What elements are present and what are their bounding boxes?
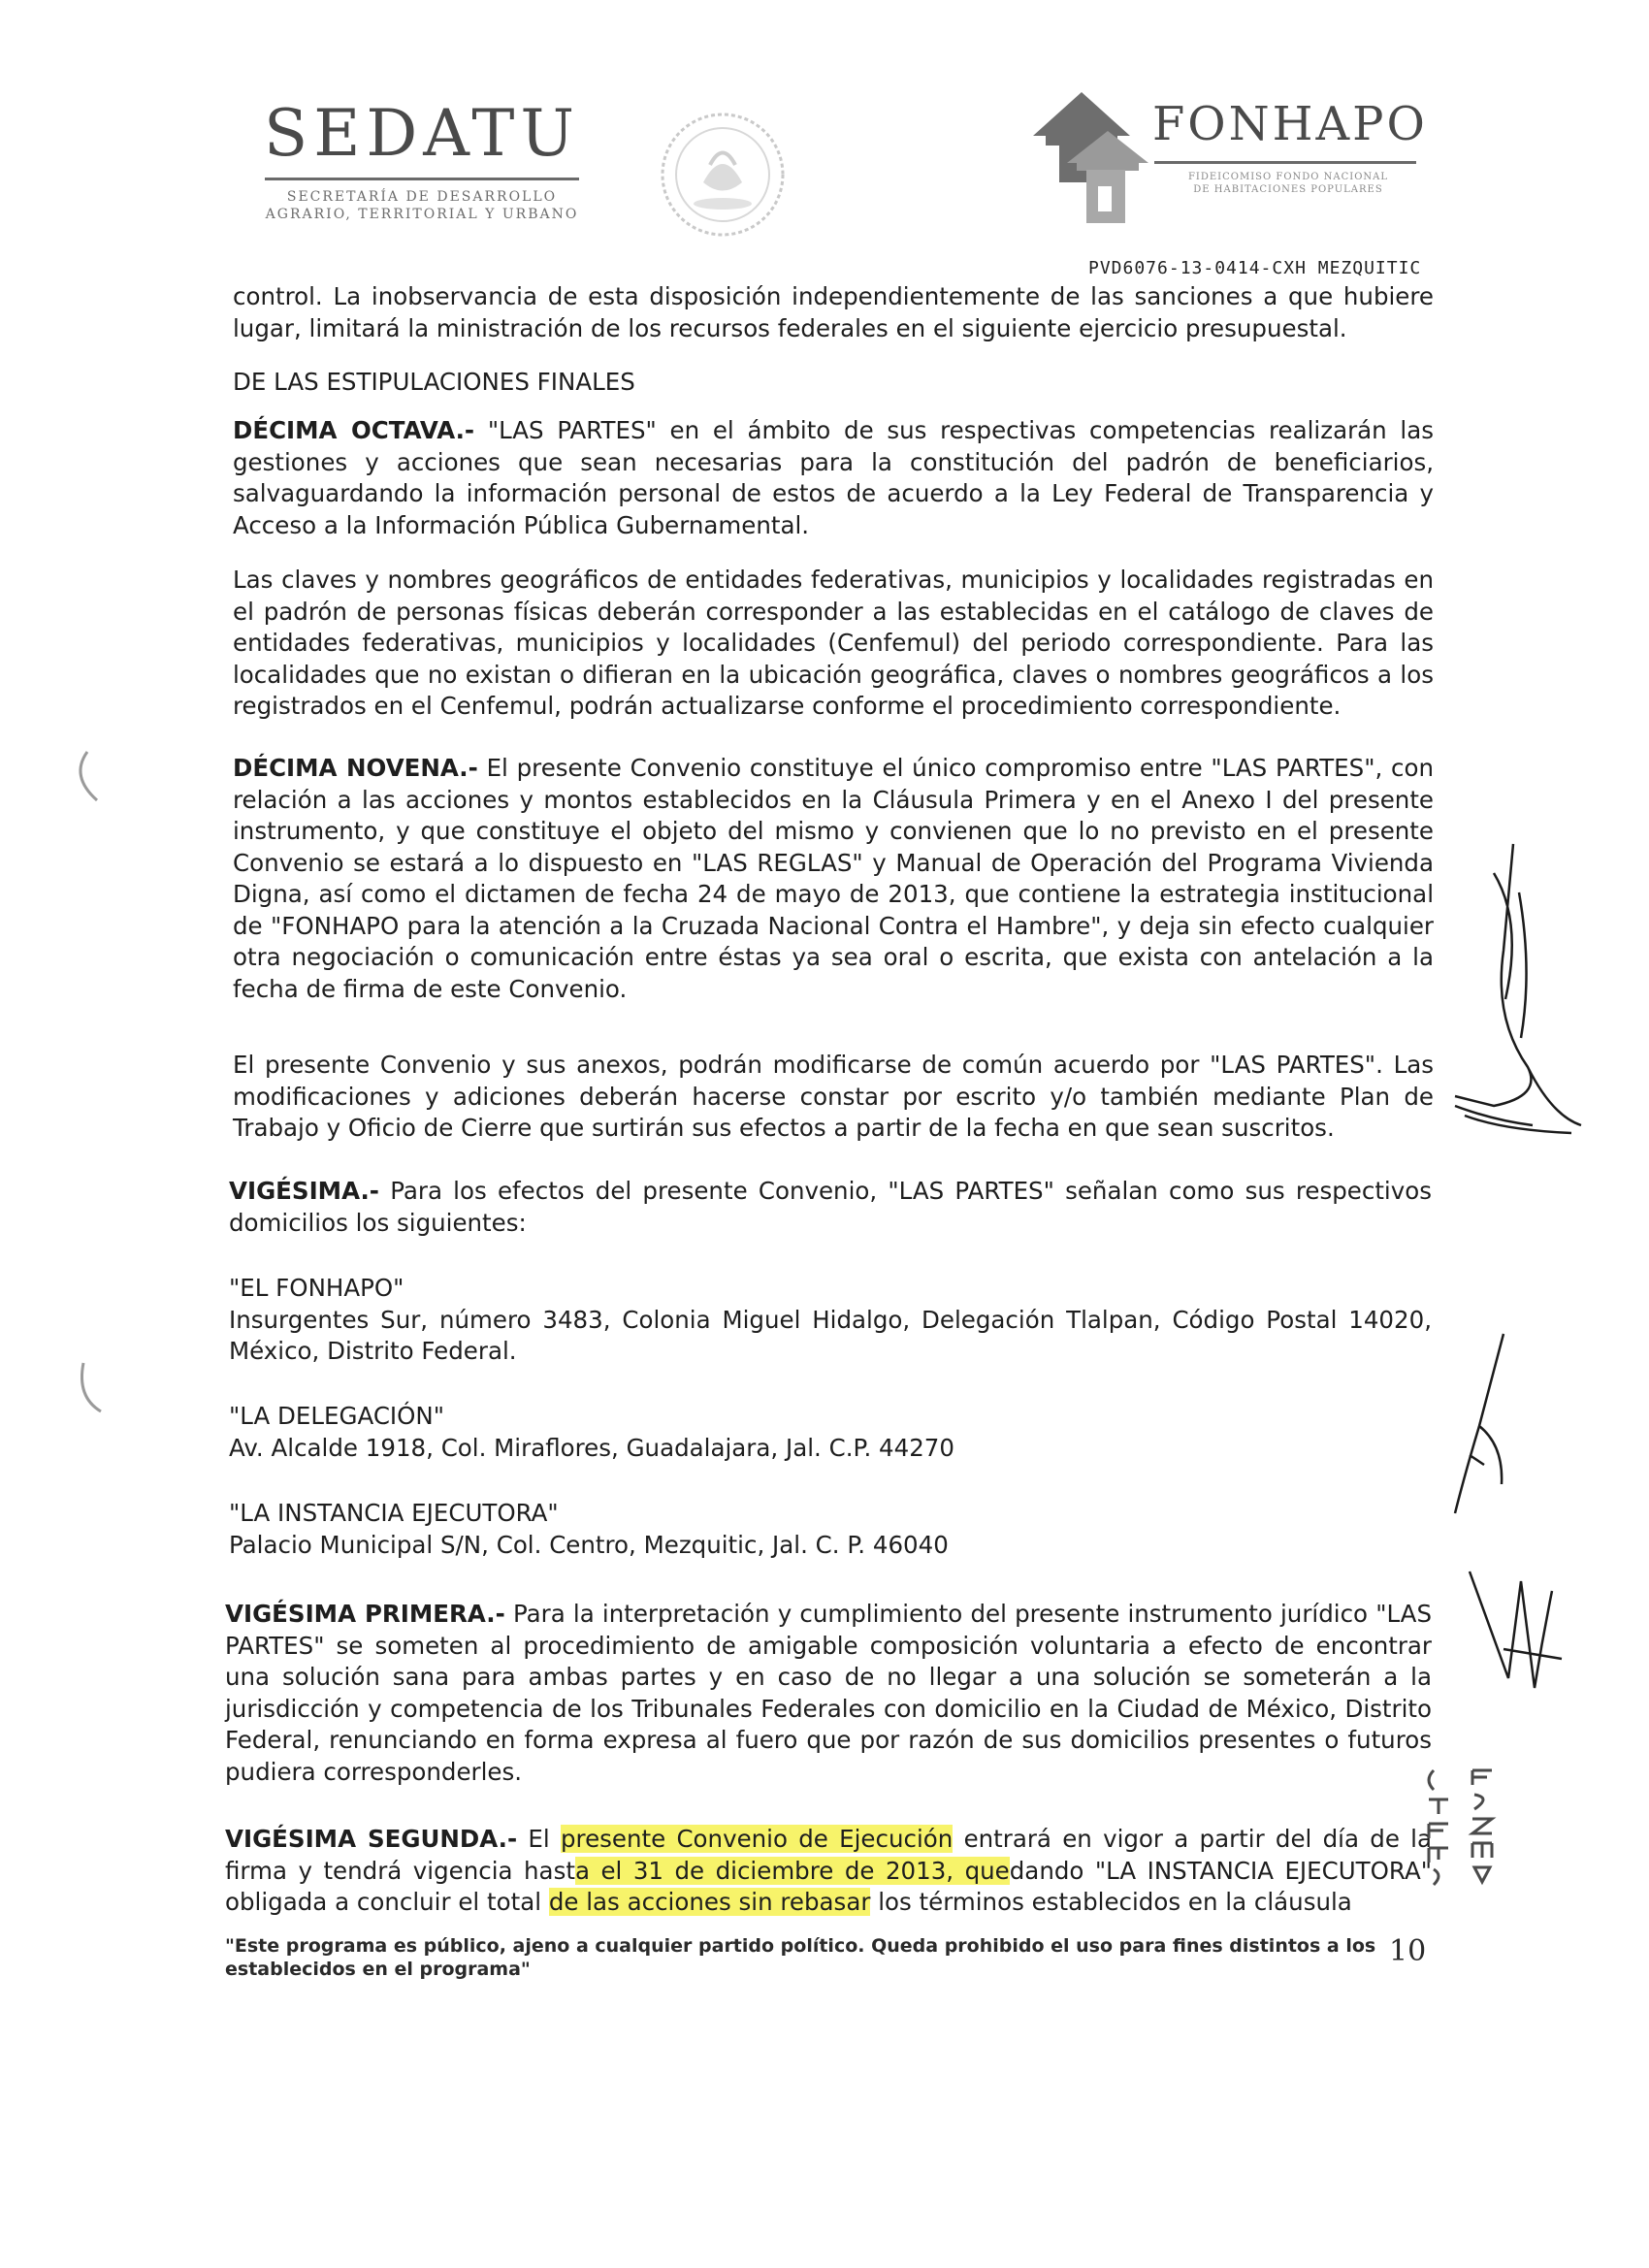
clause-text: Para la interpretación y cumplimiento del presente instrumento jurídico "LAS PARTES" se someten al procedimiento de amigable composición voluntaria a efecto de encontrar una solución sana para ambas partes y en caso de no llegar a una solución se someterán a la jurisdicción y competencia de los Tribunales Federales con domicilio en la Ciudad de México, Distrito Federal, renunciando en forma expresa al fuero que por razón de sus domicilios presentes o futuros pudiera corresponderles.	[225, 1600, 1432, 1786]
clause-text: "LAS PARTES" en el ámbito de sus respectivas competencias realizarán las gestiones y acciones que sean necesarias para la constitución del padrón de beneficiarios, salvaguardando la información personal de estos de acuerdo a la Ley Federal de Transparencia y Acceso a la Información Pública Gubernamental.	[233, 416, 1434, 539]
clause-title: VIGÉSIMA SEGUNDA.-	[225, 1825, 518, 1853]
clause-vigesima-primera	[225, 1599, 1432, 1788]
fonhapo-subtitle	[1152, 171, 1424, 196]
signature-icon	[1436, 834, 1600, 1183]
highlighted-text: a el 31 de diciembre de 2013, que	[574, 1856, 1010, 1885]
address-name: "EL FONHAPO"	[229, 1274, 404, 1302]
section-heading: DE LAS ESTIPULACIONES FINALES	[233, 368, 635, 396]
document-code: PVD6076-13-0414-CXH MEZQUITIC	[1088, 258, 1422, 278]
clause-vigesima	[229, 1176, 1432, 1239]
claves-paragraph: Las claves y nombres geográficos de entidades federativas, municipios y localidades registradas en el padrón de personas físicas deberán corresponder a las establecidas en el catálogo de claves de entidades federativas, municipios y localidades (Cenfemul) del periodo correspondiente. Para las localidades que no existan o difieran en la ubicación geográfica, claves o nombres geográficos a los registrados en el Cenfemul, podrán actualizarse conforme el procedimiento correspondiente.	[233, 566, 1434, 720]
clause-title: DÉCIMA OCTAVA.-	[233, 416, 475, 444]
margin-stamp-icon	[1414, 1761, 1531, 1906]
clause-title: DÉCIMA NOVENA.-	[233, 754, 478, 782]
address-block-delegacion	[229, 1401, 1432, 1464]
clause-text: El	[517, 1825, 561, 1853]
fonhapo-wordmark: FONHAPO	[1152, 97, 1428, 151]
address-text: Insurgentes Sur, número 3483, Colonia Miguel Hidalgo, Delegación Tlalpan, Código Postal 14020, México, Distrito Federal.	[229, 1305, 1432, 1365]
fonhapo-subtitle-2: DE HABITACIONES POPULARES	[1193, 184, 1383, 195]
sedatu-subtitle-1: SECRETARÍA DE DESARROLLO	[286, 189, 558, 205]
address-block-fonhapo	[229, 1273, 1432, 1368]
sedatu-logo	[238, 96, 606, 223]
clause-text: El presente Convenio constituye el único compromiso entre "LAS PARTES", con relación a las acciones y montos establecidos en la Cláusula Primera y en el Anexo I del presente instrumento, y que constituye el objeto del mismo y convienen que lo no previsto en el presente Convenio se estará a lo dispuesto en "LAS REGLAS" y Manual de Operación del Programa Vivienda Digna, así como el dictamen de fecha 24 de mayo de 2013, que contiene la estrategia institucional de "FONHAPO para la atención a la Cruzada Nacional Contra el Hambre", y deja sin efecto cualquier otra negociación o comunicación entre éstas ya sea oral o escrita, que exista con antelación a la fecha de firma de este Convenio.	[233, 754, 1435, 1003]
sedatu-subtitle-2: AGRARIO, TERRITORIAL Y URBANO	[265, 207, 579, 222]
clause-decima-octava	[233, 415, 1434, 541]
binder-mark-icon	[62, 1358, 111, 1416]
signature-icon	[1426, 1329, 1523, 1523]
clause-text: los términos establecidos en la cláusula	[870, 1888, 1352, 1916]
address-text: Palacio Municipal S/N, Col. Centro, Mezquitic, Jal. C. P. 46040	[229, 1530, 949, 1559]
clause-title: VIGÉSIMA.-	[229, 1177, 379, 1205]
clause-vigesima-segunda	[225, 1824, 1432, 1919]
signature-icon	[1455, 1552, 1571, 1698]
address-name: "LA INSTANCIA EJECUTORA"	[229, 1499, 559, 1527]
fonhapo-logo	[1028, 78, 1436, 223]
address-name: "LA DELEGACIÓN"	[229, 1402, 445, 1430]
address-text: Av. Alcalde 1918, Col. Miraflores, Guadalajara, Jal. C.P. 44270	[229, 1433, 954, 1462]
modificaciones-paragraph: El presente Convenio y sus anexos, podrán modificarse de común acuerdo por "LAS PARTES". Las modificaciones y adiciones deberán hacerse constar por escrito y/o también mediante Plan de Trabajo y Oficio de Cierre que surtirán sus efectos a partir de la fecha en que sean suscritos.	[233, 1051, 1434, 1142]
binder-mark-icon	[58, 747, 107, 805]
clause-text: dando "LA INSTANCIA EJECUTORA" obligada a concluir el total	[225, 1856, 1432, 1916]
national-seal-icon	[650, 107, 795, 243]
fonhapo-rule	[1154, 161, 1416, 164]
highlighted-text: presente Convenio de Ejecución	[560, 1825, 954, 1853]
clause-text: entrará en vigor a partir del día de la firma y tendrá vigencia hast	[225, 1825, 1432, 1885]
clause-title: VIGÉSIMA PRIMERA.-	[225, 1600, 505, 1628]
highlighted-text: de las acciones sin rebasar	[548, 1888, 871, 1916]
sedatu-rule	[265, 178, 579, 180]
footer-disclaimer: "Este programa es público, ajeno a cualquier partido político. Queda prohibido el uso para fines distintos a los establecidos en el programa"	[225, 1935, 1376, 1980]
intro-paragraph: control. La inobservancia de esta disposición independientemente de las sanciones a que hubiere lugar, limitará la ministración de los recursos federales en el siguiente ejercicio presupuestal.	[233, 282, 1434, 342]
clause-decima-novena	[233, 753, 1434, 1005]
address-block-instancia	[229, 1498, 1432, 1561]
page-number: 10	[1389, 1934, 1427, 1968]
sedatu-wordmark: SEDATU	[263, 96, 580, 171]
clause-text: Para los efectos del presente Convenio, "LAS PARTES" señalan como sus respectivos domicilios los siguientes:	[229, 1177, 1432, 1237]
fonhapo-subtitle-1: FIDEICOMISO FONDO NACIONAL	[1187, 172, 1389, 182]
houses-icon	[1028, 78, 1154, 223]
